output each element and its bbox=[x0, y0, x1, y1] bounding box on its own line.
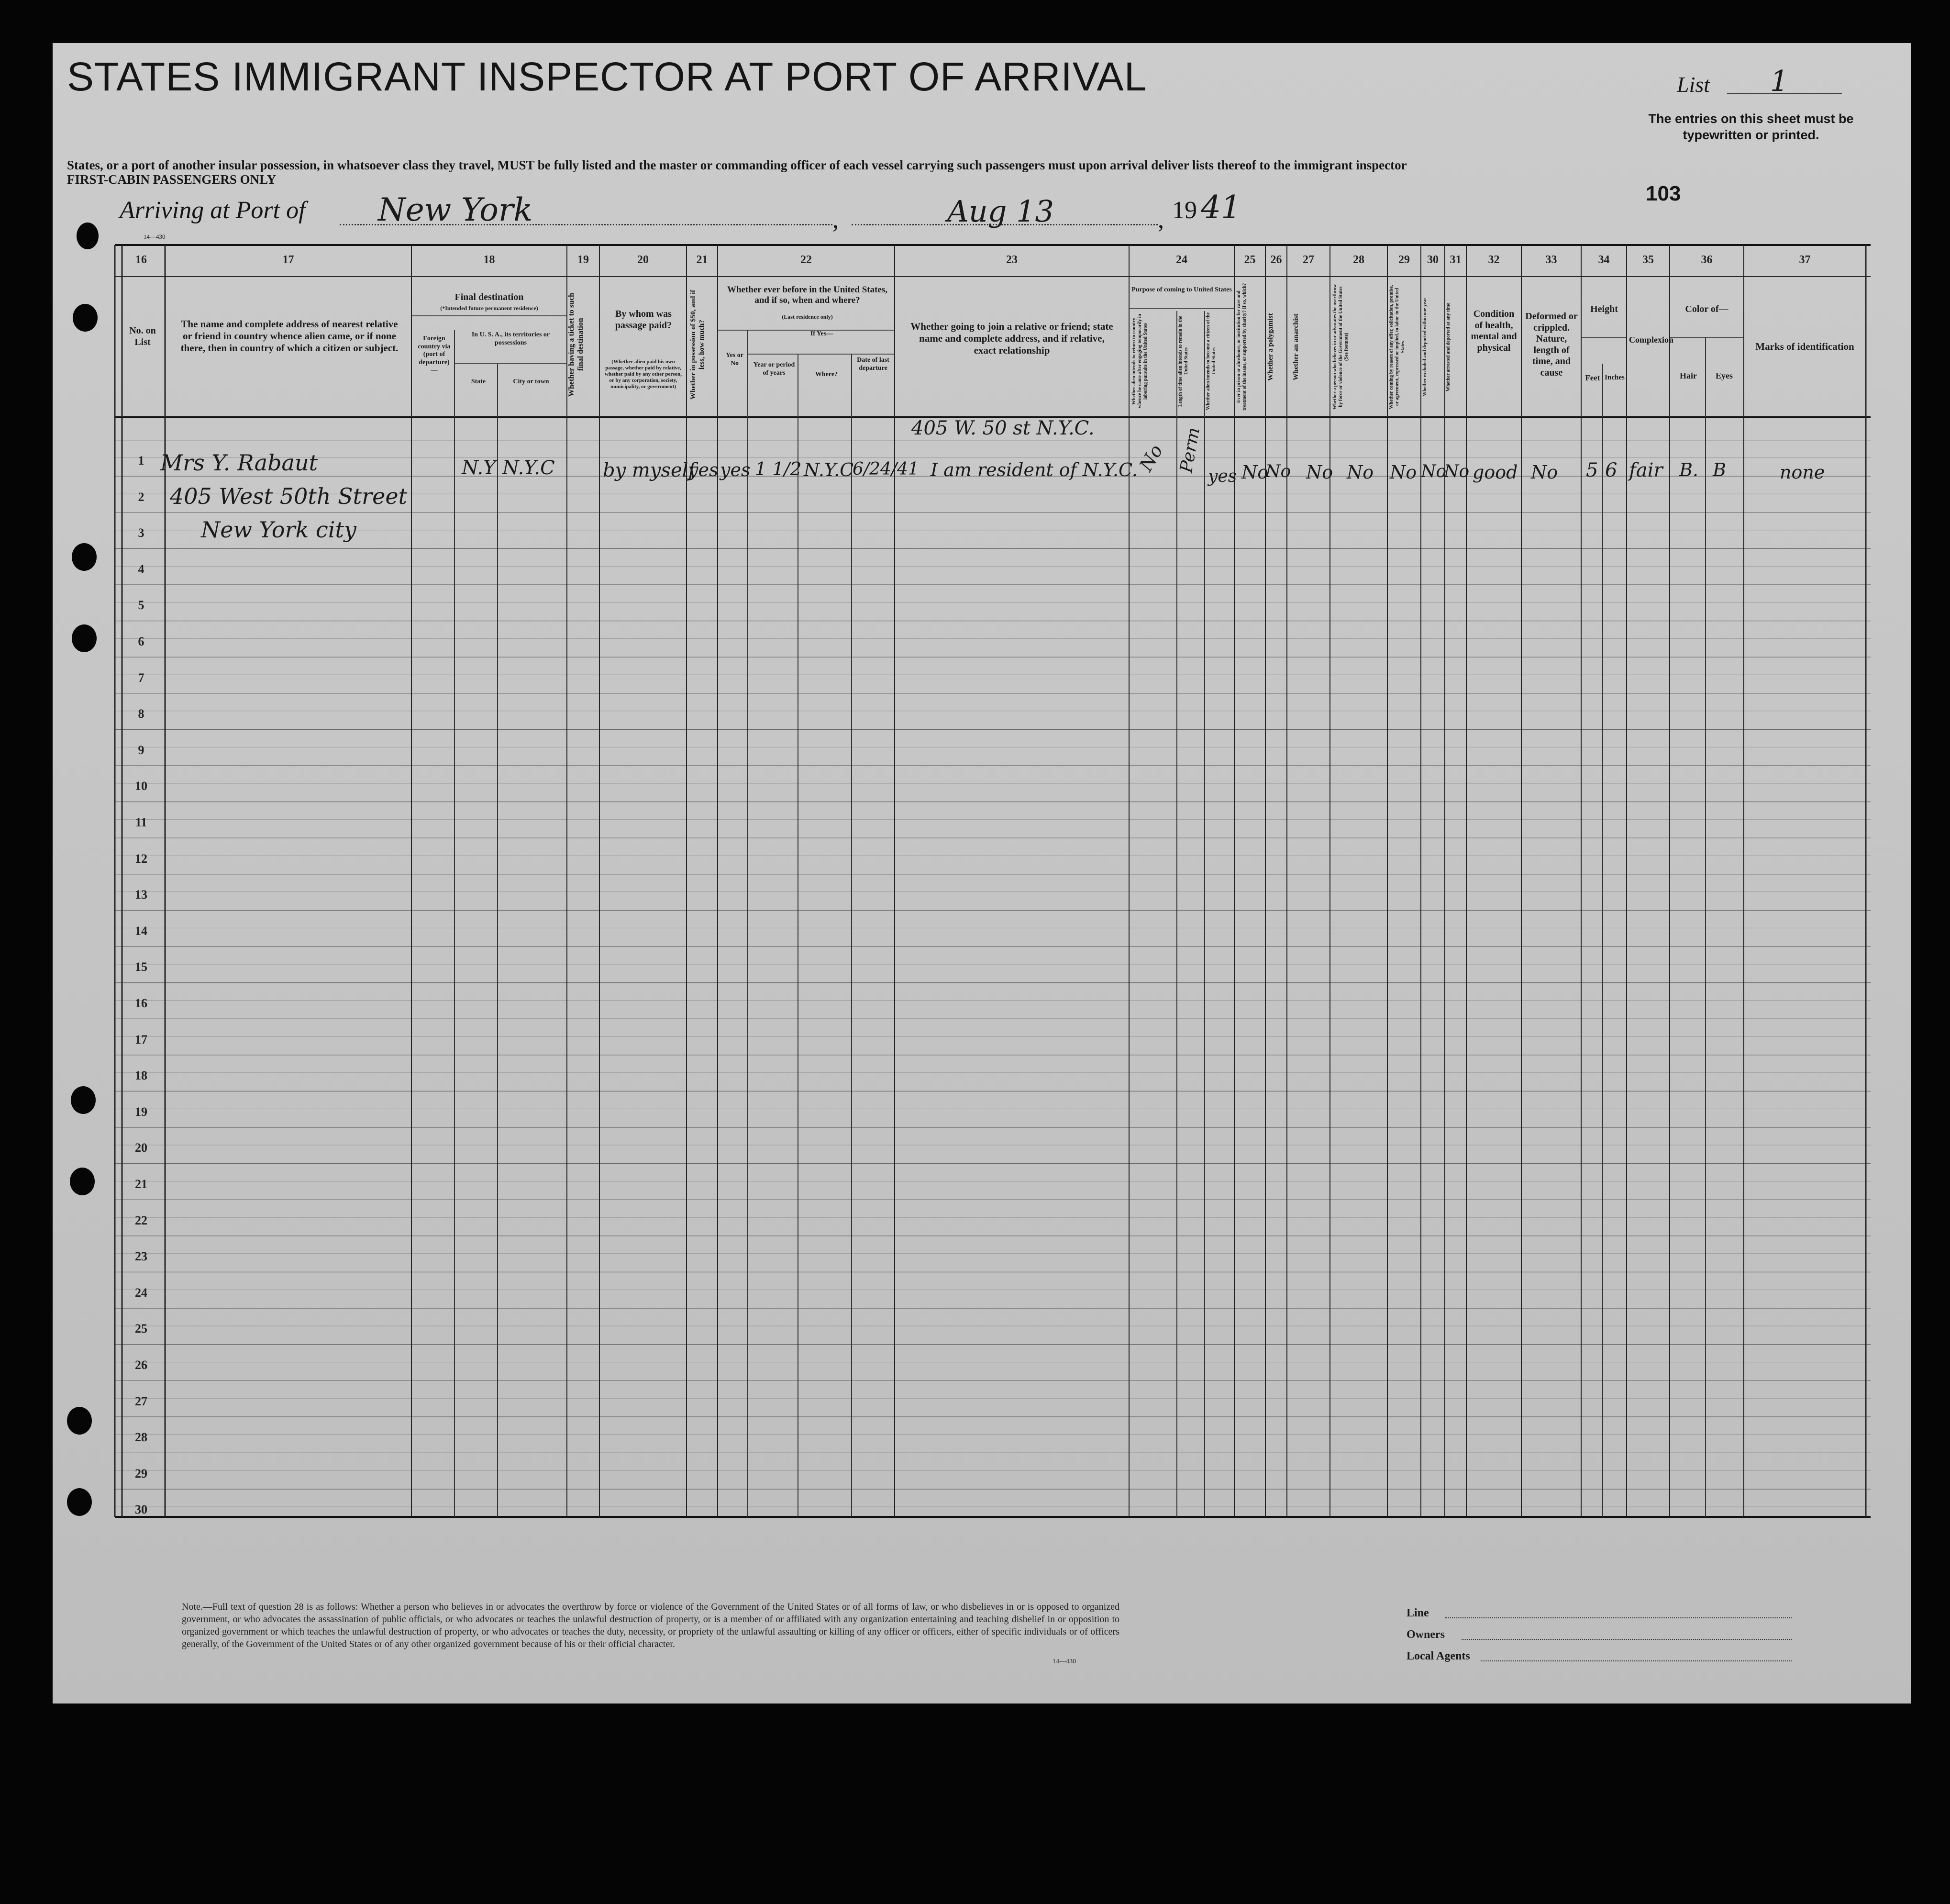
col-head-20: By whom was passage paid? bbox=[615, 309, 672, 331]
form-small-number: 14—430 bbox=[144, 233, 166, 240]
entry-before-us: yes bbox=[720, 459, 751, 480]
col-head-37: Marks of identification bbox=[1755, 341, 1854, 352]
row-number: 21 bbox=[135, 1177, 147, 1191]
col-num-18: 18 bbox=[483, 254, 495, 266]
col-head-22: Whether ever before in the United States, and if so, when and where? bbox=[727, 285, 888, 306]
entry-name: Mrs Y. Rabaut bbox=[160, 450, 318, 476]
entry-state: N.Y bbox=[462, 457, 496, 479]
col-num-28: 28 bbox=[1353, 254, 1364, 266]
col-head-27: Whether an anarchist bbox=[1292, 313, 1300, 380]
col-head-22-date: Date of last departure bbox=[857, 356, 889, 372]
col-head-24-b: Length of time alien intends to remain in the United States bbox=[1178, 316, 1189, 407]
entry-purpose-b: Perm bbox=[1176, 426, 1204, 474]
row-number: 15 bbox=[135, 960, 147, 974]
list-number: 1 bbox=[1770, 65, 1789, 98]
col-head-22-where: Where? bbox=[815, 371, 838, 378]
line-dotted bbox=[1445, 1617, 1792, 1618]
col-num-33: 33 bbox=[1545, 254, 1557, 266]
form-title: STATES IMMIGRANT INSPECTOR AT PORT OF ARRIVAL bbox=[67, 54, 1147, 99]
col-num-23: 23 bbox=[1006, 254, 1018, 266]
year-suffix: 41 bbox=[1201, 189, 1241, 226]
col-head-18-note: (*Intended future permanent residence) bbox=[440, 305, 538, 312]
col-num-26: 26 bbox=[1270, 254, 1282, 266]
row-number: 8 bbox=[138, 707, 144, 721]
row-number: 17 bbox=[135, 1032, 147, 1047]
col-num-20: 20 bbox=[637, 254, 649, 266]
col-head-22-years: Year or period of years bbox=[753, 361, 795, 377]
entry-hair: B. bbox=[1679, 459, 1699, 480]
col-head-36: Color of— bbox=[1685, 304, 1728, 314]
row-number: 3 bbox=[138, 526, 144, 540]
col-head-21: Whether in possession of $50, and if less, how much? bbox=[689, 289, 706, 400]
owners-dotted bbox=[1462, 1639, 1792, 1640]
col-num-34: 34 bbox=[1598, 254, 1610, 266]
col-head-29: Whether coming by reason of any offer, solicitation, promise, or agreement, expressed or implied, to labor in the United States bbox=[1389, 285, 1406, 409]
col-head-24-c: Whether alien intends to become a citizen of the United States bbox=[1206, 312, 1217, 411]
row-number: 29 bbox=[135, 1466, 147, 1481]
entry-date-last: 6/24/41 bbox=[853, 459, 919, 479]
col-num-31: 31 bbox=[1450, 254, 1462, 266]
col-head-22-yesno: Yes or No bbox=[726, 352, 743, 367]
row-number: 16 bbox=[135, 996, 147, 1010]
col-num-27: 27 bbox=[1303, 254, 1314, 266]
sheet-number: 103 bbox=[1646, 182, 1681, 205]
row-number: 7 bbox=[138, 670, 144, 685]
entry-city: New York city bbox=[201, 517, 356, 543]
col-head-20-note: (Whether alien paid his own passage, whether paid by relative, whether paid by any other person, or by any corporation, society, municipality, or government) bbox=[605, 359, 682, 390]
year-prefix: 19 bbox=[1172, 197, 1197, 224]
col-num-36: 36 bbox=[1701, 254, 1713, 266]
entry-purpose-c: yes bbox=[1208, 467, 1237, 486]
col-num-24: 24 bbox=[1176, 254, 1187, 266]
col-head-17: The name and complete address of nearest relative or friend in country whence alien came, or if none there, then in country of which a citizen or subject. bbox=[180, 318, 399, 354]
row-number: 1 bbox=[138, 454, 144, 468]
col-head-33: Deformed or crippled. Nature, length of time, and cause bbox=[1525, 311, 1578, 378]
row-number: 19 bbox=[135, 1104, 147, 1119]
col-head-28: Whether a person who believes in or advocates the overthrow by force or violence of the Government of the United States (See footnote) bbox=[1332, 284, 1349, 410]
row-number: 27 bbox=[135, 1394, 147, 1408]
col-head-36-eyes: Eyes bbox=[1716, 371, 1733, 380]
entry-address: 405 West 50th Street bbox=[170, 483, 408, 509]
row-number: 20 bbox=[135, 1141, 147, 1155]
row-number: 30 bbox=[135, 1503, 147, 1517]
col-head-24-a: Whether alien intends to return to country whence he came after engaging temporarily in laboring pursuits in the United States bbox=[1131, 314, 1148, 409]
entry-c29: No bbox=[1390, 462, 1417, 483]
col-head-26: Whether a polygamist bbox=[1267, 313, 1274, 381]
entry-eyes: B bbox=[1713, 459, 1726, 480]
entry-city-town: N.Y.C bbox=[502, 457, 555, 479]
row-number: 18 bbox=[135, 1069, 147, 1083]
entry-c30: No bbox=[1421, 462, 1447, 481]
col-num-30: 30 bbox=[1427, 254, 1439, 266]
col-head-22-note: (Last residence only) bbox=[782, 313, 833, 320]
col-num-17: 17 bbox=[282, 254, 294, 266]
entry-feet: 5 bbox=[1586, 459, 1598, 481]
row-number: 5 bbox=[138, 598, 144, 612]
typewritten-notice: The entries on this sheet must be typewritten or printed. bbox=[1648, 111, 1854, 142]
row-number: 25 bbox=[135, 1322, 147, 1336]
col-head-22-ifyes: If Yes— bbox=[810, 330, 833, 337]
row-number: 12 bbox=[135, 851, 147, 866]
port-label: Arriving at Port of bbox=[120, 197, 306, 224]
entry-c25: No bbox=[1241, 462, 1269, 483]
row-number: 4 bbox=[138, 562, 144, 576]
row-number: 2 bbox=[138, 490, 144, 504]
comma: , bbox=[832, 206, 839, 234]
col-head-19: Whether having a ticket to such final destination bbox=[567, 292, 585, 397]
port-value: New York bbox=[378, 191, 533, 228]
col-head-18-usa: In U. S. A., its territories or possessions bbox=[471, 331, 550, 346]
col-num-35: 35 bbox=[1642, 254, 1654, 266]
agents-dotted bbox=[1481, 1660, 1792, 1661]
entry-c28: No bbox=[1347, 462, 1374, 483]
entry-complexion: fair bbox=[1629, 459, 1663, 481]
row-number: 26 bbox=[135, 1358, 147, 1372]
col-head-25: Ever in prison or almshouse, or institution for care and treatment of the insane, or supported by charity? If so, which? bbox=[1236, 283, 1247, 411]
col-head-34: Height bbox=[1590, 304, 1618, 314]
entry-deformed: No bbox=[1531, 462, 1558, 483]
entry-c26: No bbox=[1265, 462, 1291, 481]
col-head-35: Complexion bbox=[1629, 335, 1674, 345]
col-head-34-inches: Inches bbox=[1605, 374, 1625, 381]
comma: , bbox=[1158, 206, 1164, 234]
list-label: List bbox=[1677, 72, 1710, 97]
row-number: 10 bbox=[135, 779, 147, 793]
cabin-class: FIRST-CABIN PASSENGERS ONLY bbox=[67, 172, 277, 187]
row-number: 13 bbox=[135, 888, 147, 902]
row-number: 28 bbox=[135, 1430, 147, 1445]
question-28-note: Note.—Full text of question 28 is as follows: Whether a person who believes in or advocates the overthrow by force or violence of the Government of the United States or of all forms of law, or who disbelieves in or is opposed to organized government, or who advocates the assassination of public officials, or who advocates or teaches the unlawful destruction of property, or is a member of or affiliated with any organization entertaining and teaching disbelief in or opposition to organized government or which teaches the unlawful destruction of property, or who advocates or teaches the duty, necessity, or propriety of the unlawful assaulting or killing of any officer or officers, either of specific individuals or of officers generally, of the Government of the United States or of any other organized government because of his or their official character. bbox=[182, 1602, 1119, 1649]
col-head-36-hair: Hair bbox=[1680, 371, 1697, 380]
col-head-18: Final destination bbox=[454, 292, 524, 302]
entry-c31: No bbox=[1444, 462, 1470, 481]
col-num-29: 29 bbox=[1398, 254, 1410, 266]
col-head-30: Whether excluded and deported within one year bbox=[1422, 298, 1428, 396]
owners-label: Owners bbox=[1407, 1628, 1445, 1641]
entry-join-address: 405 W. 50 st N.Y.C. bbox=[911, 417, 1095, 439]
col-num-32: 32 bbox=[1488, 254, 1500, 266]
date-value: Aug 13 bbox=[947, 194, 1054, 229]
row-number: 6 bbox=[138, 635, 144, 648]
entry-join: I am resident of N.Y.C. bbox=[931, 459, 1138, 480]
row-number: 14 bbox=[135, 924, 147, 938]
col-num-22: 22 bbox=[800, 254, 812, 266]
col-head-18-state: State bbox=[471, 378, 486, 385]
entry-inches: 6 bbox=[1605, 459, 1618, 481]
form-instructions: States, or a port of another insular possession, in whatsoever class they travel, MUST be fully listed and the master or commanding officer of each vessel carrying such passengers must upon arrival deliver lists thereof to the immigrant inspector bbox=[67, 158, 1407, 172]
entry-where: N.Y.C bbox=[804, 459, 854, 480]
entry-purpose-a: No bbox=[1135, 441, 1167, 475]
col-num-21: 21 bbox=[696, 254, 708, 266]
row-number: 11 bbox=[135, 815, 147, 829]
entry-has-50: yes bbox=[688, 459, 719, 480]
entry-years: 1 1/2 bbox=[755, 458, 802, 479]
entry-marks: none bbox=[1780, 462, 1825, 483]
col-head-18-city: City or town bbox=[513, 378, 549, 385]
row-number: 9 bbox=[138, 743, 144, 757]
col-head-32: Condition of health, mental and physical bbox=[1471, 309, 1517, 353]
col-head-16: No. on List bbox=[129, 325, 156, 347]
footer-form-number: 14—430 bbox=[1053, 1658, 1076, 1665]
col-num-16: 16 bbox=[135, 254, 147, 266]
row-number: 23 bbox=[135, 1249, 147, 1264]
col-num-19: 19 bbox=[577, 254, 589, 266]
col-num-25: 25 bbox=[1244, 254, 1256, 266]
col-head-18-foreign: Foreign country via (port of departure)— bbox=[418, 335, 451, 374]
entry-paid-by: by myself bbox=[603, 459, 696, 481]
row-number: 24 bbox=[135, 1285, 147, 1300]
col-head-34-feet: Feet bbox=[1585, 373, 1600, 382]
col-head-31: Whether arrested and deported at any time bbox=[1446, 302, 1451, 391]
col-head-23: Whether going to join a relative or friend; state name and complete address, and if relative, exact relationship bbox=[910, 321, 1113, 356]
row-number: 22 bbox=[135, 1213, 147, 1227]
entry-c27: No bbox=[1306, 462, 1333, 483]
entry-health: good bbox=[1473, 462, 1518, 483]
col-head-24: Purpose of coming to United States bbox=[1131, 286, 1232, 293]
line-label: Line bbox=[1407, 1607, 1429, 1619]
col-num-37: 37 bbox=[1799, 254, 1811, 266]
local-agents-label: Local Agents bbox=[1407, 1650, 1470, 1662]
